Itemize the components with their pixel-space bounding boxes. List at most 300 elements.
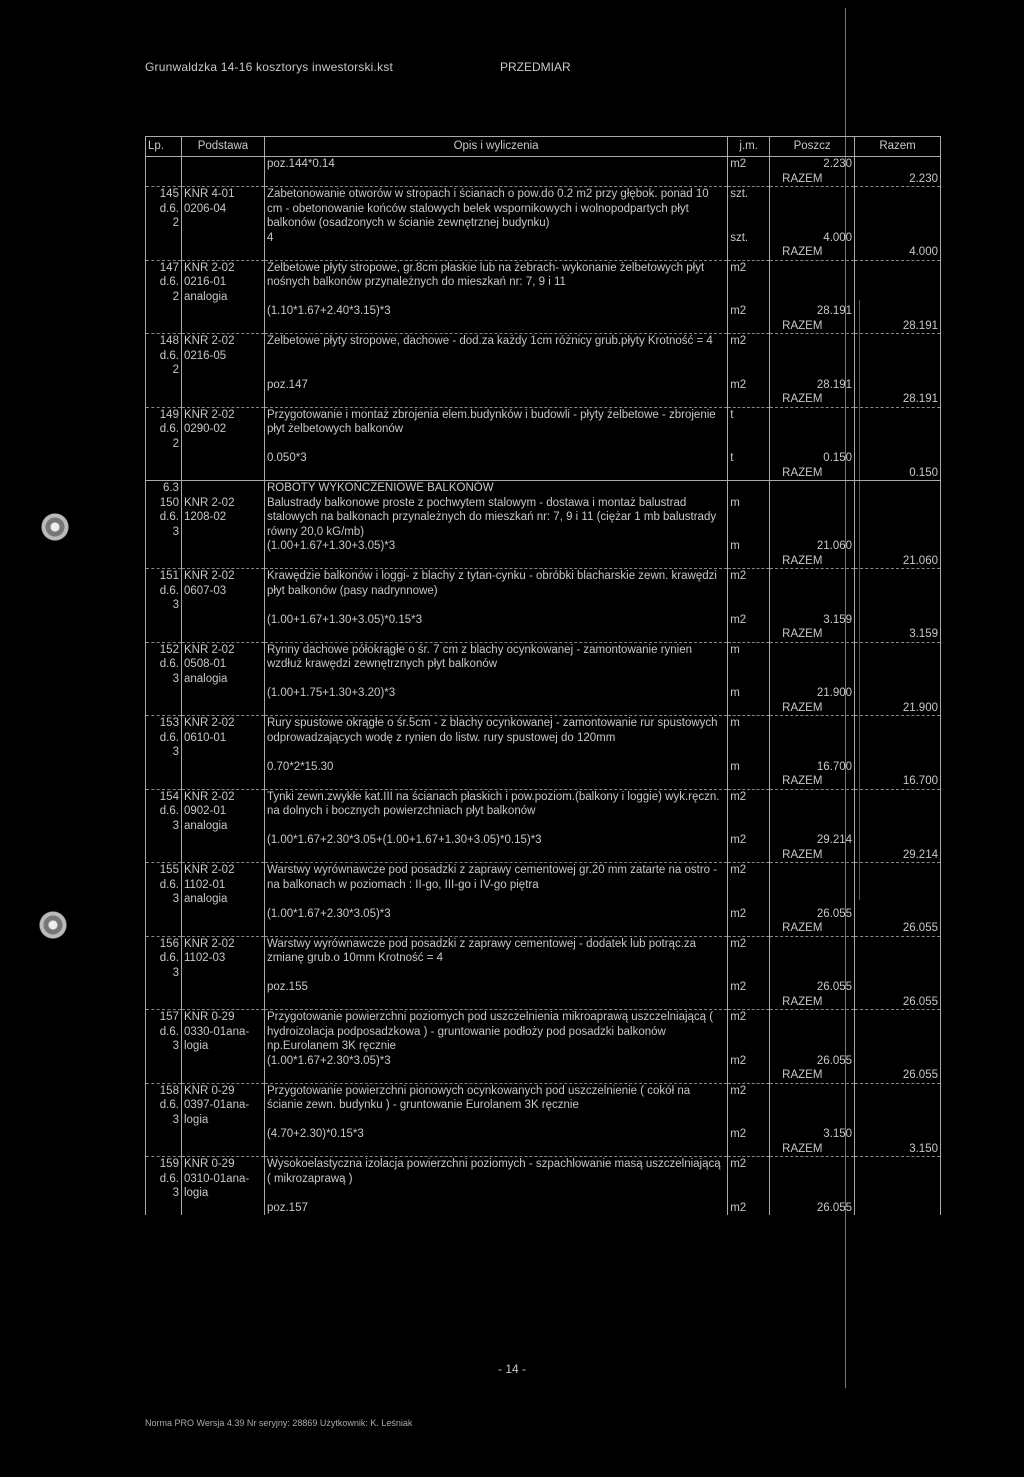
position-number-line: 3	[172, 893, 179, 905]
calculation: (1.00*1.67+2.30*3.05+(1.00+1.67+1.30+3.05)*0.15)*3	[264, 833, 727, 848]
sum-row	[146, 392, 941, 407]
razem-label: RAZEM	[770, 701, 855, 716]
empty-cell	[146, 231, 182, 246]
table-body	[146, 157, 941, 1216]
unit: m2	[728, 378, 770, 393]
empty-cell	[181, 686, 264, 701]
position-number	[146, 187, 182, 231]
quantity: 21.900	[770, 686, 855, 701]
unit: m2	[728, 1157, 770, 1201]
position-row	[146, 1010, 941, 1054]
empty-cell	[728, 701, 770, 716]
empty-cell	[146, 554, 182, 569]
empty-cell	[855, 1201, 941, 1216]
empty-cell	[855, 378, 941, 393]
position-number	[146, 716, 182, 760]
empty-cell	[264, 392, 727, 407]
empty-cell	[264, 701, 727, 716]
position-number-line: 149	[159, 408, 179, 421]
quantity	[770, 496, 855, 540]
position-row	[146, 863, 941, 907]
total	[855, 407, 941, 451]
empty-cell	[146, 921, 182, 936]
unit: m	[728, 686, 770, 701]
unit: m2	[728, 833, 770, 848]
empty-cell	[728, 554, 770, 569]
basis-code-line: KNR 0-29	[183, 1011, 235, 1023]
position-row	[146, 187, 941, 231]
calculation-row	[146, 451, 941, 466]
basis-code-line: 0607-03	[183, 584, 227, 597]
empty-cell	[181, 1142, 264, 1157]
quantity: 4.000	[770, 231, 855, 246]
unit: m2	[728, 907, 770, 922]
unit: m2	[728, 936, 770, 980]
calculation-row	[146, 907, 941, 922]
empty-cell	[855, 157, 941, 172]
empty-cell	[146, 157, 182, 172]
quantity: 26.055	[770, 907, 855, 922]
quantity	[770, 1157, 855, 1201]
quantity: 0.150	[770, 451, 855, 466]
razem-label: RAZEM	[770, 466, 855, 481]
position-number-line: 3	[172, 672, 179, 685]
basis-code	[181, 1083, 264, 1127]
basis-code-line: KNR 2-02	[183, 335, 235, 347]
empty-cell	[181, 1127, 264, 1142]
position-number-line: 152	[159, 643, 179, 656]
position-number	[146, 407, 182, 451]
empty-cell	[264, 848, 727, 863]
position-number-line: d.6.	[159, 276, 179, 288]
position-number-line: d.6.	[159, 731, 179, 744]
empty-cell	[728, 995, 770, 1010]
description: Warstwy wyrównawcze pod posadzki z zaprawy cementowej gr.20 mm zatarte na ostro - na balkonach w poziomach : II-go, III-go i IV-go piętra	[264, 863, 727, 907]
empty-cell	[264, 245, 727, 260]
binder-hole-icon	[40, 512, 70, 542]
basis-code	[181, 642, 264, 686]
measurement-table	[145, 136, 941, 1215]
razem-label: RAZEM	[770, 319, 855, 334]
position-row	[146, 496, 941, 540]
basis-code-line: KNR 2-02	[183, 643, 235, 656]
quantity: 28.191	[770, 304, 855, 319]
empty-cell	[181, 613, 264, 628]
quantity: 3.159	[770, 613, 855, 628]
position-row	[146, 260, 941, 304]
column-header: Poszcz	[770, 137, 855, 157]
position-number-line: d.6.	[159, 423, 179, 435]
quantity	[770, 407, 855, 451]
sum-total: 26.055	[855, 995, 941, 1010]
empty-cell	[181, 304, 264, 319]
position-number-line: d.6.	[159, 1099, 179, 1111]
position-number-line: 151	[159, 570, 179, 582]
empty-cell	[728, 481, 770, 496]
sum-total: 26.055	[855, 921, 941, 936]
empty-cell	[855, 1127, 941, 1142]
description: Zabetonowanie otworów w stropach i ścianach o pow.do 0.2 m2 przy głębok. ponad 10 cm - obetonowanie końców stalowych belek wspornikowych i wolnopodpartych płyt balkonów (osadzonych w ścianie zewnętrznej budynku)	[264, 187, 727, 231]
column-header: Opis i wyliczenia	[264, 137, 727, 157]
empty-cell	[855, 686, 941, 701]
basis-code	[181, 260, 264, 304]
basis-code-line: KNR 2-02	[183, 790, 235, 803]
description: Rury spustowe okrągłe o śr.5cm - z blachy ocynkowanej - zamontowanie rur spustowych odprowadzających wodę z rynien do listw. rury spustowej do 120mm	[264, 716, 727, 760]
empty-cell	[146, 378, 182, 393]
sum-row	[146, 554, 941, 569]
unit: m2	[728, 980, 770, 995]
empty-cell	[181, 627, 264, 642]
empty-cell	[728, 627, 770, 642]
calculation: 4	[264, 231, 727, 246]
position-number-line: 2	[172, 290, 179, 303]
sum-total: 28.191	[855, 392, 941, 407]
position-row	[146, 789, 941, 833]
quantity: 28.191	[770, 378, 855, 393]
basis-code-line: 0290-02	[183, 423, 227, 435]
sum-total: 21.900	[855, 701, 941, 716]
calculation: (1.00*1.67+2.30*3.05)*3	[264, 907, 727, 922]
page-number: - 14 -	[497, 1362, 526, 1376]
empty-cell	[855, 304, 941, 319]
total	[855, 642, 941, 686]
razem-label: RAZEM	[770, 172, 855, 187]
empty-cell	[181, 774, 264, 789]
position-number-line: 154	[159, 790, 179, 803]
calculation: (4.70+2.30)*0.15*3	[264, 1127, 727, 1142]
position-row	[146, 407, 941, 451]
calculation: poz.147	[264, 378, 727, 393]
description: Wysokoelastyczna izolacja powierzchni poziomych - szpachlowanie masą uszczelniającą ( mikrozaprawą )	[264, 1157, 727, 1201]
empty-cell	[146, 686, 182, 701]
basis-code	[181, 496, 264, 540]
document-type: PRZEDMIAR	[500, 60, 571, 74]
calculation-row	[146, 760, 941, 775]
unit: m	[728, 642, 770, 686]
basis-code	[181, 407, 264, 451]
sum-row	[146, 1068, 941, 1083]
empty-cell	[264, 1142, 727, 1157]
empty-cell	[146, 172, 182, 187]
basis-code-line: KNR 2-02	[183, 496, 235, 509]
empty-cell	[146, 760, 182, 775]
basis-code-line: 0206-04	[183, 202, 227, 215]
razem-label: RAZEM	[770, 1068, 855, 1083]
position-row	[146, 334, 941, 378]
position-number	[146, 496, 182, 540]
description: Żelbetowe płyty stropowe, dachowe - dod.za każdy 1cm różnicy grub.płyty Krotność = 4	[264, 334, 727, 378]
section-row	[146, 481, 941, 496]
position-number-line: 3	[172, 599, 179, 611]
total	[855, 334, 941, 378]
description: Przygotowanie powierzchni pionowych ocynkowanych pod uszczelnienie ( cokół na ścianie zewn. budynku ) - gruntowanie Eurolanem 3K ręcznie	[264, 1083, 727, 1127]
empty-cell	[181, 539, 264, 554]
sum-row	[146, 848, 941, 863]
basis-code-line: 0508-01	[183, 658, 227, 670]
position-number-line: 2	[172, 364, 179, 376]
unit: m2	[728, 863, 770, 907]
calculation-row	[146, 539, 941, 554]
position-number	[146, 334, 182, 378]
calculation: (1.00*1.67+2.30*3.05)*3	[264, 1054, 727, 1069]
quantity: 16.700	[770, 760, 855, 775]
empty-cell	[181, 760, 264, 775]
sum-row	[146, 172, 941, 187]
column-header: Razem	[855, 137, 941, 157]
unit: m2	[728, 1127, 770, 1142]
position-number	[146, 1157, 182, 1201]
position-number-line: 3	[172, 746, 179, 758]
section-title: ROBOTY WYKOŃCZENIOWE BALKONÓW	[264, 481, 727, 496]
empty-cell	[728, 1142, 770, 1157]
basis-code-line: KNR 2-02	[183, 570, 235, 582]
unit: m	[728, 716, 770, 760]
position-number	[146, 569, 182, 613]
unit: m	[728, 539, 770, 554]
sum-total: 21.060	[855, 554, 941, 569]
basis-code-line: 0610-01	[183, 731, 227, 744]
total	[855, 1083, 941, 1127]
empty-cell	[146, 539, 182, 554]
sum-total: 3.150	[855, 1142, 941, 1157]
empty-cell	[146, 451, 182, 466]
basis-code	[181, 187, 264, 231]
quantity	[770, 1010, 855, 1054]
file-name: Grunwaldzka 14-16 kosztorys inwestorski.kst	[145, 60, 394, 74]
empty-cell	[146, 701, 182, 716]
position-row	[146, 569, 941, 613]
basis-code	[181, 863, 264, 907]
total	[855, 1157, 941, 1201]
empty-cell	[146, 319, 182, 334]
sum-row	[146, 627, 941, 642]
empty-cell	[855, 833, 941, 848]
sum-row	[146, 995, 941, 1010]
empty-cell	[146, 392, 182, 407]
basis-code-line: KNR 0-29	[183, 1158, 235, 1170]
unit: m2	[728, 1054, 770, 1069]
description: Przygotowanie powierzchni poziomych pod uszczelnienia mikroaprawą uszczelniającą ( hydroizolacja podposadzkowa ) - gruntowanie podłoży pod posadzki balkonów np.Eurolanem 3K ręcznie	[264, 1010, 727, 1054]
calculation-row	[146, 157, 941, 172]
sum-row	[146, 245, 941, 260]
position-row	[146, 642, 941, 686]
empty-cell	[181, 848, 264, 863]
empty-cell	[146, 774, 182, 789]
empty-cell	[181, 833, 264, 848]
empty-cell	[728, 466, 770, 481]
quantity	[770, 789, 855, 833]
total	[855, 187, 941, 231]
basis-code-line: analogia	[183, 672, 228, 685]
quantity	[770, 863, 855, 907]
basis-code-line: KNR 0-29	[183, 1084, 235, 1097]
calculation: (1.00+1.75+1.30+3.20)*3	[264, 686, 727, 701]
basis-code-line: analogia	[183, 819, 228, 832]
position-number-line: 156	[159, 937, 179, 950]
position-number-line: 147	[159, 261, 179, 274]
empty-cell	[146, 907, 182, 922]
unit: m	[728, 496, 770, 540]
column-header: j.m.	[728, 137, 770, 157]
sum-total: 3.159	[855, 627, 941, 642]
unit: m2	[728, 304, 770, 319]
position-number-line: 3	[172, 1187, 179, 1199]
basis-code	[181, 1010, 264, 1054]
empty-cell	[181, 980, 264, 995]
section-number: 6.3	[146, 481, 182, 496]
quantity: 2.230	[770, 157, 855, 172]
empty-cell	[146, 304, 182, 319]
unit: m2	[728, 260, 770, 304]
empty-cell	[146, 245, 182, 260]
empty-cell	[181, 392, 264, 407]
empty-cell	[181, 921, 264, 936]
calculation-row	[146, 378, 941, 393]
unit: t	[728, 451, 770, 466]
calculation-row	[146, 833, 941, 848]
empty-cell	[728, 245, 770, 260]
unit: m2	[728, 789, 770, 833]
position-number-line: 3	[172, 819, 179, 832]
description: Krawędzie balkonów i loggi- z blachy z tytan-cynku - obróbki blacharskie zewn. krawędzi płyt balkonów (pasy nadrynnowe)	[264, 569, 727, 613]
empty-cell	[728, 392, 770, 407]
empty-cell	[181, 378, 264, 393]
quantity	[770, 260, 855, 304]
software-footer: Norma PRO Wersja 4.39 Nr seryjny: 28869 Użytkownik: K. Leśniak	[145, 1418, 413, 1428]
basis-code-line: 1102-01	[183, 878, 226, 891]
razem-label: RAZEM	[770, 774, 855, 789]
calculation: (1.00+1.67+1.30+3.05)*0.15*3	[264, 613, 727, 628]
basis-code	[181, 789, 264, 833]
empty-cell	[264, 172, 727, 187]
empty-cell	[264, 319, 727, 334]
sum-row	[146, 319, 941, 334]
position-number-line: 157	[159, 1011, 179, 1023]
position-number-line: d.6.	[159, 952, 179, 964]
empty-cell	[181, 172, 264, 187]
position-number-line: 150	[159, 496, 179, 509]
calculation: 0.050*3	[264, 451, 727, 466]
sum-total: 0.150	[855, 466, 941, 481]
column-header: Lp.	[146, 137, 182, 157]
unit: m2	[728, 334, 770, 378]
sum-row	[146, 1142, 941, 1157]
empty-cell	[728, 774, 770, 789]
basis-code-line: KNR 2-02	[183, 937, 235, 950]
unit: m2	[728, 613, 770, 628]
basis-code-line: logia	[183, 1187, 209, 1199]
empty-cell	[264, 774, 727, 789]
empty-cell	[181, 466, 264, 481]
sum-row	[146, 466, 941, 481]
calculation-row	[146, 1054, 941, 1069]
razem-label: RAZEM	[770, 554, 855, 569]
sum-total: 28.191	[855, 319, 941, 334]
total	[855, 863, 941, 907]
empty-cell	[146, 1142, 182, 1157]
total	[855, 936, 941, 980]
total	[855, 260, 941, 304]
razem-label: RAZEM	[770, 1142, 855, 1157]
basis-code	[181, 569, 264, 613]
calculation: (1.10*1.67+2.40*3.15)*3	[264, 304, 727, 319]
total	[855, 1010, 941, 1054]
position-number-line: 3	[172, 1040, 179, 1052]
calculation-row	[146, 980, 941, 995]
unit: t	[728, 407, 770, 451]
empty-cell	[264, 466, 727, 481]
sum-total: 29.214	[855, 848, 941, 863]
empty-cell	[264, 995, 727, 1010]
unit: m	[728, 760, 770, 775]
basis-code-line: 1102-03	[183, 952, 226, 964]
razem-label: RAZEM	[770, 392, 855, 407]
empty-cell	[855, 980, 941, 995]
position-number-line: d.6.	[159, 511, 179, 523]
position-number	[146, 863, 182, 907]
quantity: 21.060	[770, 539, 855, 554]
razem-label: RAZEM	[770, 627, 855, 642]
position-number-line: 2	[172, 437, 179, 450]
description: Żelbetowe płyty stropowe, gr.8cm płaskie lub na żebrach- wykonanie żelbetowych płyt nośnych balkonów przynależnych do mieszkań nr: 7, 9 i 11	[264, 260, 727, 304]
empty-cell	[728, 848, 770, 863]
calculation-row	[146, 686, 941, 701]
position-number-line: d.6.	[159, 349, 179, 362]
empty-cell	[146, 1068, 182, 1083]
empty-cell	[264, 921, 727, 936]
empty-cell	[264, 554, 727, 569]
empty-cell	[264, 1068, 727, 1083]
position-number-line: 155	[159, 864, 179, 876]
position-number-line: 159	[159, 1158, 179, 1170]
quantity	[770, 936, 855, 980]
table-header-row	[146, 137, 941, 157]
basis-code-line: 1208-02	[183, 511, 227, 523]
position-number-line: d.6.	[159, 658, 179, 670]
sum-total: 26.055	[855, 1068, 941, 1083]
total	[855, 716, 941, 760]
total	[855, 789, 941, 833]
empty-cell	[728, 319, 770, 334]
calculation-row	[146, 1201, 941, 1216]
empty-cell	[181, 157, 264, 172]
basis-code-line: KNR 2-02	[183, 261, 235, 274]
unit: m2	[728, 569, 770, 613]
position-number-line: 3	[172, 1113, 179, 1126]
empty-cell	[728, 921, 770, 936]
basis-code	[181, 936, 264, 980]
quantity: 26.055	[770, 980, 855, 995]
unit: szt.	[728, 187, 770, 231]
sum-row	[146, 701, 941, 716]
description: Warstwy wyrównawcze pod posadzki z zaprawy cementowej - dodatek lub potrąc.za zmianę grub.o 10mm Krotność = 4	[264, 936, 727, 980]
position-number-line: 2	[172, 217, 179, 229]
empty-cell	[770, 481, 855, 496]
basis-code-line: 0216-01	[183, 276, 227, 288]
calculation: poz.157	[264, 1201, 727, 1216]
empty-cell	[855, 613, 941, 628]
basis-code-line: 0330-01ana-	[183, 1025, 250, 1038]
calculation-row	[146, 613, 941, 628]
empty-cell	[146, 1201, 182, 1216]
empty-cell	[146, 627, 182, 642]
empty-cell	[146, 466, 182, 481]
basis-code-line: 0902-01	[183, 805, 227, 817]
total	[855, 496, 941, 540]
unit: m2	[728, 1010, 770, 1054]
empty-cell	[181, 481, 264, 496]
basis-code-line: KNR 4-01	[183, 188, 235, 200]
